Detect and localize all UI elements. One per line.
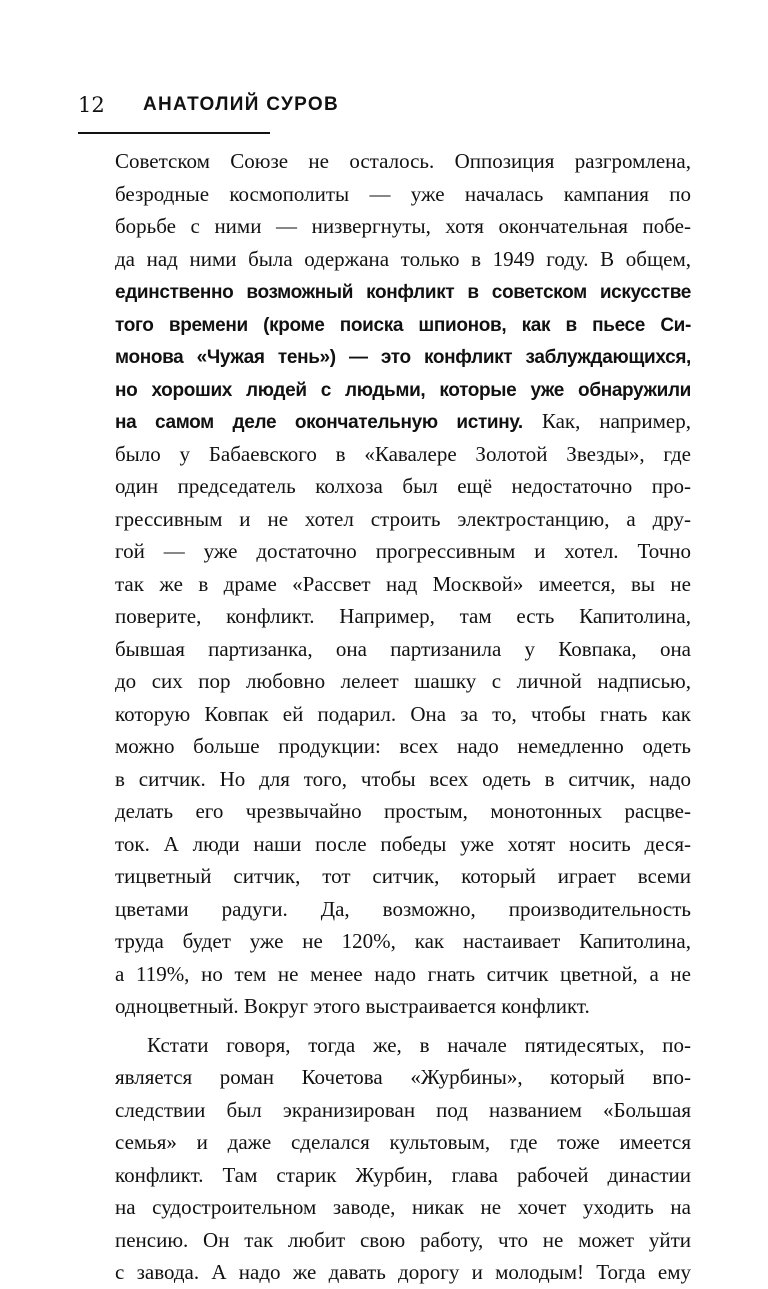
text-line: труда будет уже не 120%, как настаивает Капитолина, xyxy=(115,929,691,953)
text-line: один председатель колхоза был ещё недостаточно про- xyxy=(115,474,691,498)
text-line-bold: но хороших людей с людьми, которые уже обнаружили xyxy=(115,379,691,401)
text-line-bold: того времени (кроме поиска шпионов, как в пьесе Си- xyxy=(115,314,691,336)
text-line-paragraph-end: одноцветный. Вокруг этого выстраивается конфликт. xyxy=(115,994,590,1018)
running-head-author: АНАТОЛИЙ СУРОВ xyxy=(143,94,339,115)
text-line: ток. А люди наши после победы уже хотят носить деся- xyxy=(115,831,691,856)
text-line: на судостроительном заводе, никак не хочет уходить на xyxy=(115,1195,691,1219)
text-line-mixed: на самом деле окончательную истину. Как, например, xyxy=(115,409,691,433)
text-line: а 119%, но тем не менее надо гнать ситчик цветной, а не xyxy=(115,961,691,986)
text-line-bold: единственно возможный конфликт в советском искусстве xyxy=(115,282,691,303)
text-line: семья» и даже сделался культовым, где тоже имеется xyxy=(115,1130,691,1154)
text-line: цветами радуги. Да, возможно, производительность xyxy=(115,896,691,921)
text-line: можно больше продукции: всех надо немедленно одеть xyxy=(115,734,691,758)
text-line-bold: монова «Чужая тень») — это конфликт заблуждающихся, xyxy=(115,347,691,368)
text-line: конфликт. Там старик Журбин, глава рабочей династии xyxy=(115,1162,691,1187)
text-line: так же в драме «Рассвет над Москвой» имеется, вы не xyxy=(115,571,691,596)
body-text xyxy=(115,145,691,1289)
text-line: поверите, конфликт. Например, там есть Капитолина, xyxy=(115,604,691,628)
header-rule xyxy=(78,132,270,134)
text-line: пенсию. Он так любит свою работу, что не может уйти xyxy=(115,1227,691,1252)
text-line: является роман Кочетова «Журбины», который впо- xyxy=(115,1065,691,1089)
text-line: Советском Союзе не осталось. Оппозиция разгромлена, xyxy=(115,149,691,173)
text-line: делать его чрезвычайно простым, монотонных расцве- xyxy=(115,799,691,823)
text-line: да над ними была одержана только в 1949 году. В общем, xyxy=(115,246,691,271)
text-line: гой — уже достаточно прогрессивным и хотел. Точно xyxy=(115,539,691,563)
text-line: следствии был экранизирован под названием «Большая xyxy=(115,1097,691,1122)
text-line: безродные космополиты — уже началась кампания по xyxy=(115,181,691,206)
text-line: было у Бабаевского в «Кавалере Золотой Звезды», где xyxy=(115,441,691,466)
page-header xyxy=(78,92,690,132)
text-line: тицветный ситчик, тот ситчик, который играет всеми xyxy=(115,864,691,888)
text-line: с завода. А надо же давать дорогу и молодым! Тогда ему xyxy=(115,1260,691,1284)
text-line: бывшая партизанка, она партизанила у Ковпака, она xyxy=(115,636,691,661)
bold-emphasis: на самом деле окончательную истину. xyxy=(115,412,523,433)
text-line-paragraph-start: Кстати говоря, тогда же, в начале пятидесятых, по- xyxy=(147,1032,691,1057)
text-line: грессивным и не хотел строить электростанцию, а дру- xyxy=(115,506,691,531)
text-line: до сих пор любовно лелеет шашку с личной надписью, xyxy=(115,669,691,693)
text-line: борьбе с ними — низвергнуты, хотя окончательная побе- xyxy=(115,214,691,238)
text-line: в ситчик. Но для того, чтобы всех одеть в ситчик, надо xyxy=(115,766,691,791)
page-number: 12 xyxy=(78,93,105,117)
text-line: которую Ковпак ей подарил. Она за то, чтобы гнать как xyxy=(115,701,691,726)
